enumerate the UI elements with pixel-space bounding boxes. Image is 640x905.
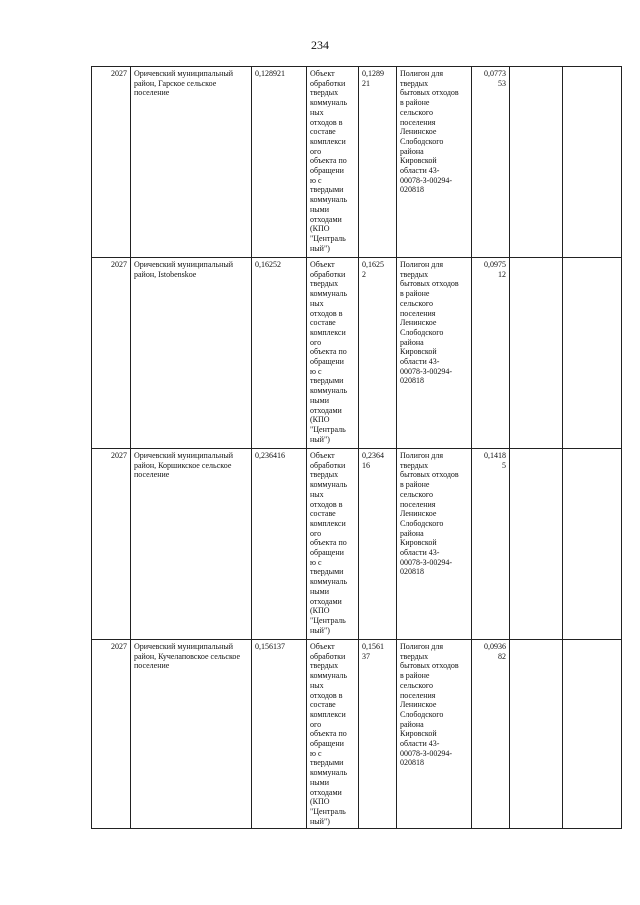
object-type-cell-line: "Централь — [310, 615, 346, 625]
empty-cell — [510, 67, 563, 258]
table-row — [92, 640, 622, 829]
landfill-cell-line: района — [400, 146, 424, 156]
value2-cell-line: 16 — [362, 460, 370, 470]
object-type-cell — [307, 640, 359, 829]
landfill-cell-line: Полигон для — [400, 642, 444, 651]
landfill-cell-line: 020818 — [400, 567, 424, 577]
empty-cell — [510, 258, 563, 449]
object-type-cell-line: ными — [310, 395, 329, 405]
object-type-cell-line: ю с — [310, 366, 322, 376]
object-type-cell — [307, 449, 359, 640]
value1-cell: 0,156137 — [252, 640, 307, 829]
landfill-cell-line: Ленинское — [400, 127, 437, 137]
object-type-cell-line: комплекси — [310, 327, 346, 337]
landfill-cell-line: Слободского — [400, 709, 444, 719]
landfill-cell-line: Кировской — [400, 729, 437, 739]
value1-cell: 0,16252 — [252, 258, 307, 449]
object-type-cell-line: отходов в — [310, 690, 343, 700]
object-type-cell-line: обращени — [310, 357, 344, 367]
object-type-cell-line: ный") — [310, 243, 330, 253]
year-cell: 2027 — [92, 258, 131, 449]
landfill-cell-line: поселения — [400, 117, 436, 127]
landfill-cell-line: в районе — [400, 289, 430, 299]
object-type-cell-line: ю с — [310, 557, 322, 567]
object-type-cell-line: обработки — [310, 269, 346, 279]
value2-cell — [359, 258, 397, 449]
object-type-cell-line: ных — [310, 107, 324, 117]
object-type-cell-line: твердых — [310, 661, 339, 671]
object-type-cell-line: твердых — [310, 279, 339, 289]
value3-cell-line: 53 — [498, 78, 506, 88]
object-type-cell-line: ого — [310, 528, 322, 538]
landfill-cell-line: Слободского — [400, 327, 444, 337]
object-type-cell-line: обращени — [310, 739, 344, 749]
object-type-cell-line: коммуналь — [310, 671, 347, 681]
value1-cell: 0,128921 — [252, 67, 307, 258]
landfill-cell-line: Ленинское — [400, 700, 437, 710]
object-type-cell-line: твердыми — [310, 758, 344, 768]
object-type-cell-line: коммуналь — [310, 289, 347, 299]
landfill-cell-line: 00078-З-00294- — [400, 175, 452, 185]
object-type-cell-line: коммуналь — [310, 480, 347, 490]
object-type-cell-line: обработки — [310, 651, 346, 661]
empty-cell — [563, 258, 622, 449]
landfill-cell-line: 00078-З-00294- — [400, 748, 452, 758]
landfill-cell-line: поселения — [400, 690, 436, 700]
object-type-cell-line: ными — [310, 586, 329, 596]
object-type-cell-line: ный") — [310, 625, 330, 635]
value2-cell — [359, 640, 397, 829]
landfill-cell-line: 020818 — [400, 758, 424, 768]
object-type-cell — [307, 258, 359, 449]
object-type-cell-line: (КПО — [310, 415, 330, 425]
object-type-cell-line: ных — [310, 489, 324, 499]
object-type-cell-line: отходами — [310, 214, 342, 224]
object-type-cell-line: отходов в — [310, 499, 343, 509]
object-type-cell-line: (КПО — [310, 797, 330, 807]
landfill-cell-line: 020818 — [400, 185, 424, 195]
object-type-cell-line: твердых — [310, 88, 339, 98]
object-type-cell-line: объекта по — [310, 729, 347, 739]
value2-cell — [359, 449, 397, 640]
object-type-cell-line: твердыми — [310, 567, 344, 577]
value3-cell-line: 12 — [498, 269, 506, 279]
landfill-cell-line: твердых — [400, 460, 429, 470]
object-type-cell-line: ными — [310, 204, 329, 214]
object-type-cell — [307, 67, 359, 258]
object-type-cell-line: ный") — [310, 816, 330, 826]
empty-cell — [510, 640, 563, 829]
object-type-cell-line: ными — [310, 777, 329, 787]
landfill-cell-line: Полигон для — [400, 69, 444, 78]
landfill-cell-line: Слободского — [400, 136, 444, 146]
landfill-cell-line: сельского — [400, 298, 433, 308]
landfill-cell-line: твердых — [400, 651, 429, 661]
value3-cell-line: 0,0773 — [484, 69, 506, 78]
municipality-cell: Оричевский муниципальный район, Гарское сельское поселение — [131, 67, 252, 258]
page-number: 234 — [311, 38, 329, 52]
object-type-cell-line: коммуналь — [310, 386, 347, 396]
object-type-cell-line: Объект — [310, 451, 335, 460]
object-type-cell-line: составе — [310, 127, 336, 137]
value3-cell-line: 0,1418 — [484, 451, 506, 460]
value2-cell-line: 0,1625 — [362, 260, 384, 269]
object-type-cell-line: составе — [310, 509, 336, 519]
empty-cell — [563, 449, 622, 640]
object-type-cell-line: коммуналь — [310, 768, 347, 778]
landfill-cell-line: твердых — [400, 269, 429, 279]
object-type-cell-line: Объект — [310, 260, 335, 269]
landfill-cell-line: сельского — [400, 680, 433, 690]
empty-cell — [563, 640, 622, 829]
landfill-cell-line: поселения — [400, 499, 436, 509]
value2-cell-line: 0,1561 — [362, 642, 384, 651]
landfill-cell-line: района — [400, 337, 424, 347]
year-cell: 2027 — [92, 67, 131, 258]
object-type-cell-line: (КПО — [310, 606, 330, 616]
landfill-cell-line: Ленинское — [400, 509, 437, 519]
value2-cell-line: 0,2364 — [362, 451, 384, 460]
object-type-cell-line: обращени — [310, 548, 344, 558]
object-type-cell-line: ю с — [310, 175, 322, 185]
object-type-cell-line: отходами — [310, 596, 342, 606]
municipality-cell: Оричевский муниципальный район, Коршикское сельское поселение — [131, 449, 252, 640]
landfill-cell-line: в районе — [400, 480, 430, 490]
landfill-cell-line: сельского — [400, 107, 433, 117]
landfill-cell-line: 020818 — [400, 376, 424, 386]
landfill-cell-line: Полигон для — [400, 260, 444, 269]
landfill-cell-line: Полигон для — [400, 451, 444, 460]
object-type-cell-line: ных — [310, 298, 324, 308]
landfill-cell-line: твердых — [400, 78, 429, 88]
object-type-cell-line: твердыми — [310, 185, 344, 195]
object-type-cell-line: комплекси — [310, 518, 346, 528]
value3-cell — [472, 449, 510, 640]
value1-cell: 0,236416 — [252, 449, 307, 640]
empty-cell — [510, 449, 563, 640]
object-type-cell-line: отходов в — [310, 117, 343, 127]
table-row — [92, 449, 622, 640]
landfill-cell-line: области 43- — [400, 166, 440, 176]
value3-cell — [472, 640, 510, 829]
landfill-cell-line: бытовых отходов — [400, 661, 459, 671]
landfill-cell-line: Кировской — [400, 538, 437, 548]
object-type-cell-line: ого — [310, 146, 322, 156]
landfill-cell-line: 00078-З-00294- — [400, 366, 452, 376]
object-type-cell-line: объекта по — [310, 156, 347, 166]
year-cell: 2027 — [92, 640, 131, 829]
landfill-cell-line: области 43- — [400, 548, 440, 558]
landfill-cell-line: района — [400, 528, 424, 538]
landfill-cell-line: Слободского — [400, 518, 444, 528]
municipality-cell: Оричевский муниципальный район, Кучелаповское сельское поселение — [131, 640, 252, 829]
table-row — [92, 67, 622, 258]
landfill-cell — [397, 640, 472, 829]
value2-cell-line: 0,1289 — [362, 69, 384, 78]
value3-cell-line: 82 — [498, 651, 506, 661]
object-type-cell-line: ный") — [310, 434, 330, 444]
landfill-cell-line: области 43- — [400, 739, 440, 749]
object-type-cell-line: "Централь — [310, 233, 346, 243]
object-type-cell-line: отходами — [310, 405, 342, 415]
object-type-cell-line: Объект — [310, 69, 335, 78]
object-type-cell-line: комплекси — [310, 709, 346, 719]
value3-cell-line: 0,0975 — [484, 260, 506, 269]
landfill-cell-line: в районе — [400, 98, 430, 108]
object-type-cell-line: объекта по — [310, 347, 347, 357]
value3-cell-line: 0,0936 — [484, 642, 506, 651]
landfill-cell-line: поселения — [400, 308, 436, 318]
object-type-cell-line: "Централь — [310, 806, 346, 816]
year-cell: 2027 — [92, 449, 131, 640]
object-type-cell-line: (КПО — [310, 224, 330, 234]
object-type-cell-line: отходов в — [310, 308, 343, 318]
object-type-cell-line: отходами — [310, 787, 342, 797]
landfill-cell-line: 00078-З-00294- — [400, 557, 452, 567]
object-type-cell-line: обработки — [310, 78, 346, 88]
landfill-cell-line: бытовых отходов — [400, 279, 459, 289]
object-type-cell-line: ого — [310, 719, 322, 729]
value3-cell — [472, 67, 510, 258]
object-type-cell-line: ных — [310, 680, 324, 690]
waste-flow-table — [91, 66, 622, 829]
object-type-cell-line: составе — [310, 700, 336, 710]
object-type-cell-line: обращени — [310, 166, 344, 176]
object-type-cell-line: объекта по — [310, 538, 347, 548]
landfill-cell-line: в районе — [400, 671, 430, 681]
landfill-cell — [397, 67, 472, 258]
object-type-cell-line: коммуналь — [310, 577, 347, 587]
object-type-cell-line: твердых — [310, 470, 339, 480]
empty-cell — [563, 67, 622, 258]
municipality-cell: Оричевский муниципальный район, Istobenskoe — [131, 258, 252, 449]
object-type-cell-line: коммуналь — [310, 195, 347, 205]
value2-cell — [359, 67, 397, 258]
object-type-cell-line: твердыми — [310, 376, 344, 386]
value2-cell-line: 37 — [362, 651, 370, 661]
object-type-cell-line: ю с — [310, 748, 322, 758]
landfill-cell — [397, 258, 472, 449]
object-type-cell-line: составе — [310, 318, 336, 328]
landfill-cell-line: сельского — [400, 489, 433, 499]
object-type-cell-line: Объект — [310, 642, 335, 651]
landfill-cell-line: Кировской — [400, 347, 437, 357]
value2-cell-line: 2 — [362, 269, 366, 279]
value3-cell-line: 5 — [502, 460, 506, 470]
landfill-cell-line: бытовых отходов — [400, 88, 459, 98]
landfill-cell — [397, 449, 472, 640]
object-type-cell-line: комплекси — [310, 136, 346, 146]
table-row — [92, 258, 622, 449]
landfill-cell-line: области 43- — [400, 357, 440, 367]
landfill-cell-line: Кировской — [400, 156, 437, 166]
landfill-cell-line: района — [400, 719, 424, 729]
value2-cell-line: 21 — [362, 78, 370, 88]
landfill-cell-line: бытовых отходов — [400, 470, 459, 480]
object-type-cell-line: ого — [310, 337, 322, 347]
object-type-cell-line: обработки — [310, 460, 346, 470]
object-type-cell-line: коммуналь — [310, 98, 347, 108]
value3-cell — [472, 258, 510, 449]
landfill-cell-line: Ленинское — [400, 318, 437, 328]
object-type-cell-line: "Централь — [310, 424, 346, 434]
